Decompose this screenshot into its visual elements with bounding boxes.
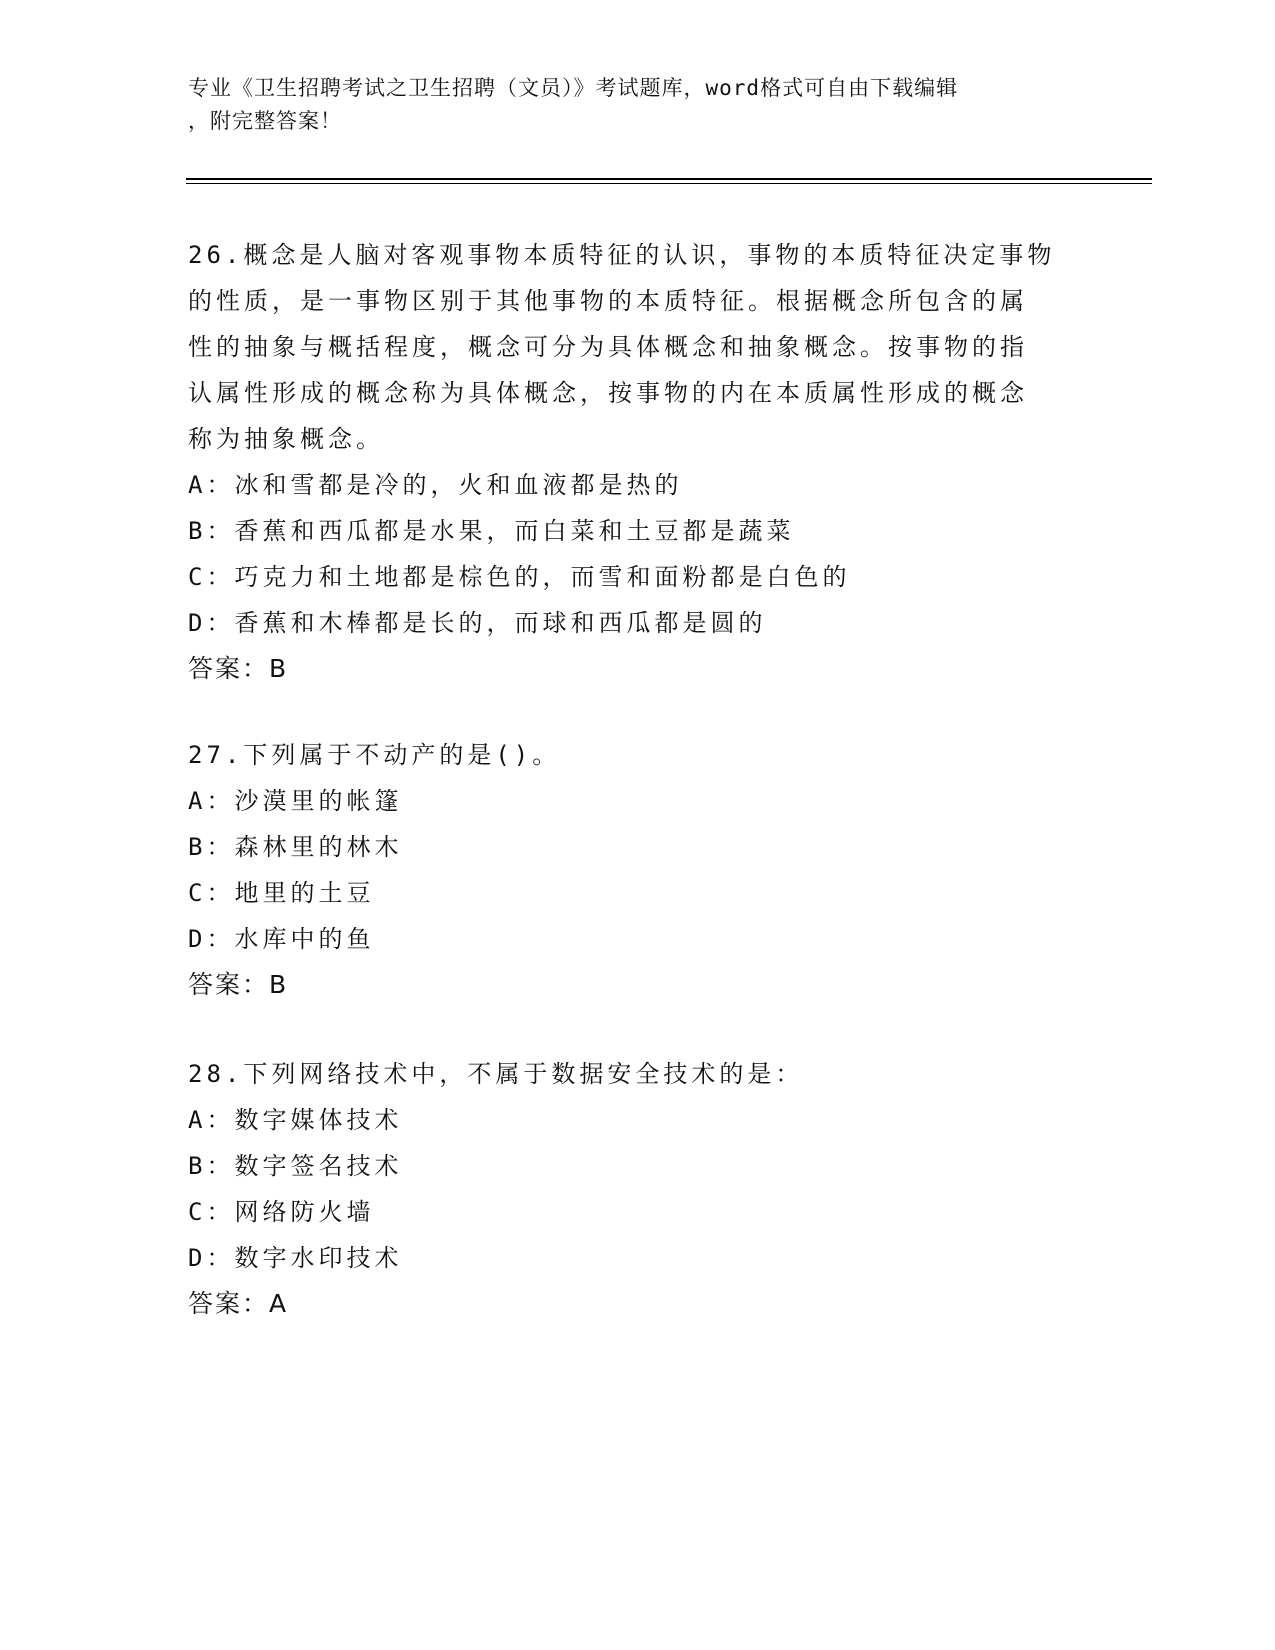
question-stem-line: 认属性形成的概念称为具体概念，按事物的内在本质属性形成的概念 — [188, 379, 1028, 407]
answer-line: 答案：B — [188, 654, 289, 683]
question-stem-line: 27.下列属于不动产的是()。 — [188, 741, 561, 769]
header-divider-thin — [186, 183, 1152, 184]
option-c: C：巧克力和土地都是棕色的，而雪和面粉都是白色的 — [188, 563, 851, 591]
option-a: A：沙漠里的帐篷 — [188, 787, 403, 815]
option-b: B：数字签名技术 — [188, 1152, 403, 1180]
question-stem-line: 性的抽象与概括程度，概念可分为具体概念和抽象概念。按事物的指 — [188, 333, 1028, 361]
question-stem-line: 称为抽象概念。 — [188, 425, 384, 453]
option-d: D：水库中的鱼 — [188, 925, 375, 953]
answer-line: 答案：B — [188, 970, 289, 999]
option-d: D：数字水印技术 — [188, 1244, 403, 1272]
option-a: A：数字媒体技术 — [188, 1106, 403, 1134]
option-b: B：香蕉和西瓜都是水果，而白菜和土豆都是蔬菜 — [188, 517, 795, 545]
question-stem-line: 的性质，是一事物区别于其他事物的本质特征。根据概念所包含的属 — [188, 287, 1028, 315]
option-c: C：网络防火墙 — [188, 1198, 375, 1226]
option-b: B：森林里的林木 — [188, 833, 403, 861]
question-stem-line: 26.概念是人脑对客观事物本质特征的认识，事物的本质特征决定事物 — [188, 241, 1056, 269]
question-27 — [188, 732, 1088, 1008]
document-header — [188, 72, 1088, 138]
answer-line: 答案：A — [188, 1289, 289, 1318]
question-stem-line: 28.下列网络技术中，不属于数据安全技术的是： — [188, 1060, 804, 1088]
option-c: C：地里的土豆 — [188, 879, 375, 907]
header-title-line-2: ，附完整答案！ — [188, 109, 342, 133]
option-d: D：香蕉和木棒都是长的，而球和西瓜都是圆的 — [188, 609, 767, 637]
header-title-line-1: 专业《卫生招聘考试之卫生招聘（文员）》考试题库，word格式可自由下载编辑 — [188, 76, 959, 100]
question-26 — [188, 232, 1088, 692]
question-28 — [188, 1051, 1088, 1327]
header-divider-thick — [186, 178, 1152, 180]
option-a: A：冰和雪都是冷的，火和血液都是热的 — [188, 471, 683, 499]
